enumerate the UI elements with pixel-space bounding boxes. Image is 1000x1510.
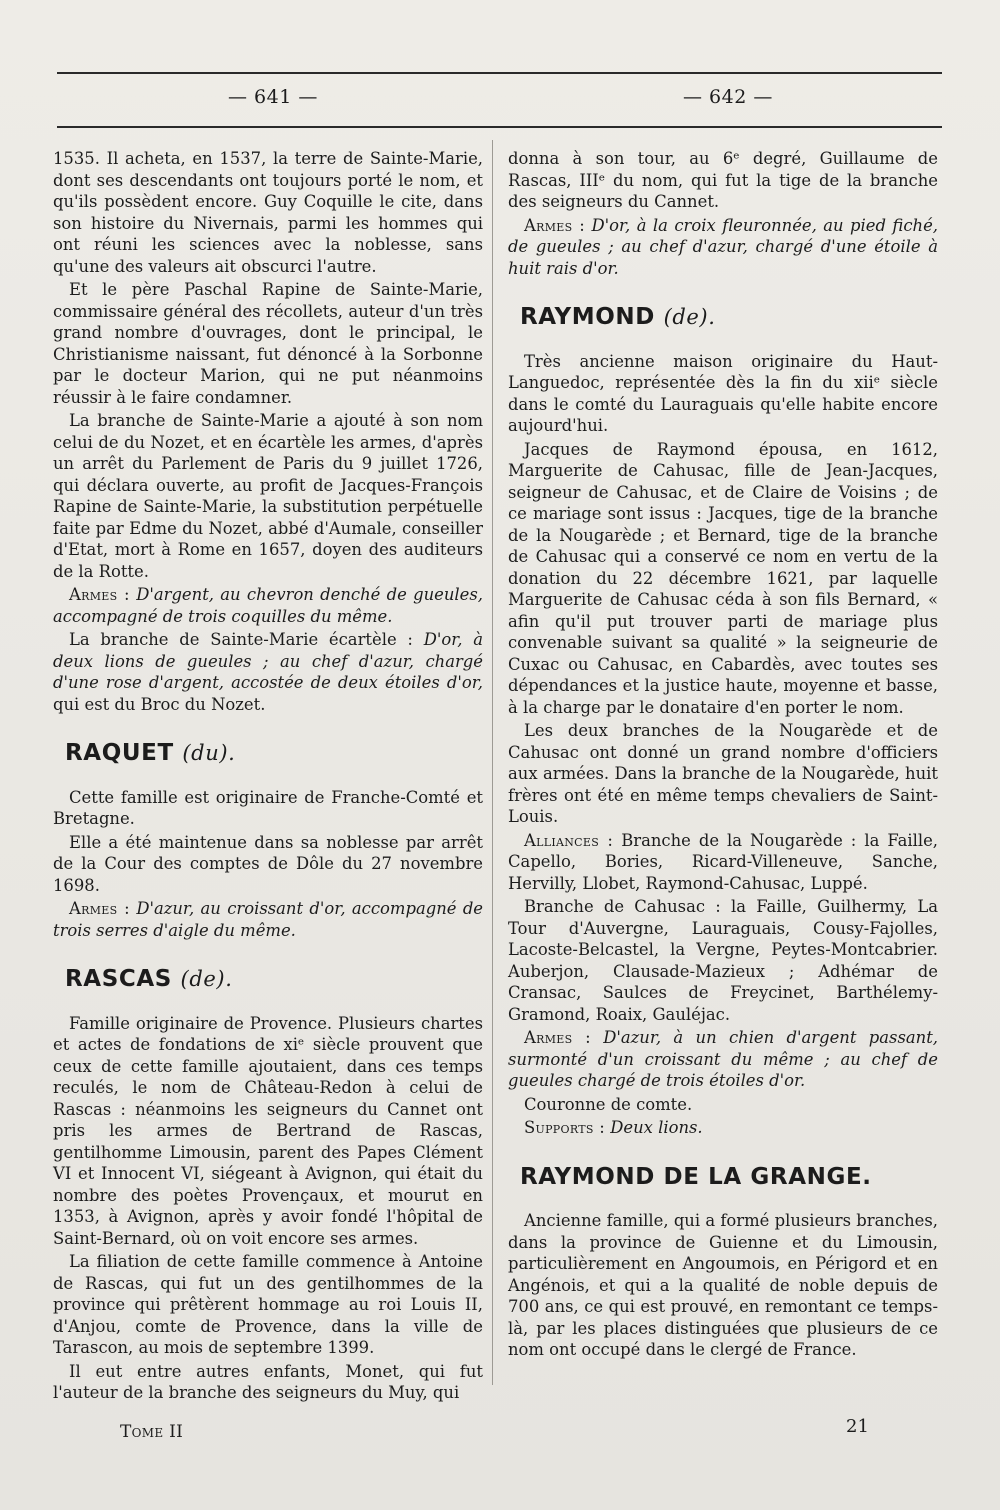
alliances-label: Alliances : [524, 830, 614, 850]
heading-particle: (de). [663, 305, 716, 329]
text-span: qui est du Broc du Nozet. [53, 694, 266, 714]
heading-particle: (du). [182, 741, 236, 765]
supports-label: Supports : [524, 1118, 606, 1137]
arms-label: Armes : [69, 585, 130, 604]
section-heading-raymond [520, 304, 938, 330]
paragraph: Très ancienne maison originaire du Haut-Languedoc, représentée dès la fin du xiiᵉ siècle dans le comté du Lauraguais qu'elle habite encore aujourd'hui. [508, 351, 938, 435]
alliances-text: Branche de la Nougarède : la Faille, Capello, Bories, Ricard-Villeneuve, Sanche, Hervilly, Llobet, Raymond-Cahusac, Luppé. [508, 830, 939, 893]
header-rule-top [57, 72, 942, 74]
left-column [53, 148, 483, 1406]
paragraph: donna à son tour, au 6ᵉ degré, Guillaume de Rascas, IIIᵉ du nom, qui fut la tige de la branche des seigneurs du Cannet. [508, 149, 938, 211]
heading-particle: (de). [180, 967, 233, 991]
paragraph: Branche de Cahusac : la Faille, Guilhermy, La Tour d'Auvergne, Lauraguais, Cousy-Fajolles, Lacoste-Belcastel, la Vergne, Peytes-Montcabrier. Auberjon, Clausade-Mazieux ; Adhémar de Cransac, Saulces de Freycinet, Barthélemy-Gramond, Roaix, Gauléjac. [508, 897, 938, 1024]
paragraph: Cette famille est originaire de Franche-Comté et Bretagne. [53, 787, 483, 828]
page-number-left: — 641 — [228, 86, 318, 108]
heading-name: RAYMOND [520, 304, 655, 330]
arms-blazon: D'azur, à un chien d'argent passant, surmonté d'un croissant du même ; au chef de gueules chargé de trois étoiles d'or. [508, 1028, 938, 1090]
arms-paragraph [508, 1027, 938, 1092]
blazon-text: D'or, à deux lions de gueules ; au chef d'azur, chargé d'une rose d'argent, accostée de deux étoiles d'or, [53, 630, 483, 692]
arms-blazon: D'argent, au chevron denché de gueules, accompagné de trois coquilles du même. [53, 585, 484, 626]
text-span: La branche de Sainte-Marie écartèle : [69, 630, 413, 649]
alliances-paragraph [508, 830, 938, 895]
paragraph: La filiation de cette famille commence à Antoine de Rascas, qui fut un des gentilhommes de la province qui prêtèrent hommage au roi Louis II, d'Anjou, comte de Provence, dans la ville de Tarascon, au mois de septembre 1399. [53, 1252, 483, 1357]
paragraph: Les deux branches de la Nougarède et de Cahusac ont donné un grand nombre d'officiers aux armées. Dans la branche de la Nougarède, huit frères ont été en même temps chevaliers de Saint-Louis. [508, 721, 938, 826]
paragraph: Couronne de comte. [524, 1094, 693, 1114]
heading-name: RAQUET [65, 740, 174, 766]
signature-mark: 21 [846, 1416, 869, 1437]
page-number-right: — 642 — [683, 86, 773, 108]
arms-label: Armes : [69, 899, 130, 918]
paragraph: 1535. Il acheta, en 1537, la terre de Sainte-Marie, dont ses descendants ont toujours porté le nom, et qu'ils possèdent encore. Guy Coquille le cite, dans son histoire du Nivernais, parmi les hommes qui ont réuni les sciences avec la noblesse, sans qu'une des valeurs ait obscurci l'autre. [53, 149, 483, 276]
section-heading-raquet [65, 740, 483, 766]
paragraph [53, 629, 483, 715]
right-column [508, 148, 938, 1363]
arms-paragraph [53, 584, 483, 627]
paragraph: Et le père Paschal Rapine de Sainte-Marie, commissaire général des récollets, auteur d'un très grand nombre d'ouvrages, dont le principal, le Christianisme naissant, fut dénoncé à la Sorbonne par le docteur Marion, qui ne put néanmoins réussir à le faire condamner. [53, 280, 483, 407]
arms-label: Armes : [524, 215, 586, 235]
header-rule-bottom [57, 126, 942, 128]
section-heading-raymond-de-la-grange [520, 1163, 938, 1190]
volume-label: Tome II [120, 1422, 184, 1442]
paragraph: Ancienne famille, qui a formé plusieurs branches, dans la province de Guienne et du Limousin, particulièrement en Angoumois, en Périgord et en Angénois, et qui a la qualité de noble depuis de 700 ans, ce qui est prouvé, en remontant ce temps-là, par les places distinguées que plusieurs de ce nom ont occupé dans le clergé de France. [508, 1211, 938, 1359]
paragraph: Il eut entre autres enfants, Monet, qui fut l'auteur de la branche des seigneurs du Muy, qui [53, 1361, 483, 1402]
arms-paragraph [53, 898, 483, 941]
heading-name: RAYMOND DE LA GRANGE. [520, 1163, 872, 1190]
supports-text: Deux lions. [610, 1118, 703, 1137]
paragraph: La branche de Sainte-Marie a ajouté à son nom celui de du Nozet, et en écartèle les armes, d'après un arrêt du Parlement de Paris du 9 juillet 1726, qui déclara ouverte, au profit de Jacques-François Rapine de Sainte-Marie, la substitution perpétuelle faite par Edme du Nozet, abbé d'Aumale, conseiller d'Etat, mort à Rome en 1657, doyen des auditeurs de la Rotte. [53, 411, 483, 581]
column-divider [492, 140, 493, 1385]
arms-blazon: D'or, à la croix fleuronnée, au pied fiché, de gueules ; au chef d'azur, chargé d'une étoile à huit rais d'or. [508, 215, 938, 278]
paragraph: Jacques de Raymond épousa, en 1612, Marguerite de Cahusac, fille de Jean-Jacques, seigneur de Cahusac, et de Claire de Voisins ; de ce mariage sont issus : Jacques, tige de la branche de la Nougarède ; et Bernard, tige de la branche de Cahusac qui a conservé ce nom en vertu de la donation du 22 décembre 1621, par laquelle Marguerite de Cahusac céda à son fils Bernard, « afin qu'il put trouver parti de mariage plus convenable suivant sa qualité » la seigneurie de Cuxac ou Cahusac, en Cabardès, avec toutes ses dépendances et la justice haute, moyenne et basse, à la charge par le donataire d'en porter le nom. [508, 439, 938, 717]
arms-blazon: D'azur, au croissant d'or, accompagné de trois serres d'aigle du même. [53, 899, 484, 940]
heading-name: RASCAS [65, 966, 172, 992]
section-heading-rascas [65, 966, 483, 992]
paragraph: Famille originaire de Provence. Plusieurs chartes et actes de fondations de xiᵉ siècle prouvent que ceux de cette famille ajoutaient, dans ces temps reculés, le nom de Château-Redon à celui de Rascas : néanmoins les seigneurs du Cannet ont pris les armes de Bertrand de Rascas, gentilhomme Limousin, parent des Papes Clément VI et Innocent VI, siégeant à Avignon, qui était du nombre des poètes Provençaux, et mourut en 1353, à Avignon, après y avoir fondé l'hôpital de Saint-Bernard, où on voit encore ses armes. [53, 1013, 483, 1248]
supports-paragraph [508, 1117, 938, 1139]
arms-paragraph [508, 215, 938, 280]
paragraph: Elle a été maintenue dans sa noblesse par arrêt de la Cour des comptes de Dôle du 27 novembre 1698. [53, 832, 483, 895]
arms-label: Armes : [524, 1028, 591, 1047]
